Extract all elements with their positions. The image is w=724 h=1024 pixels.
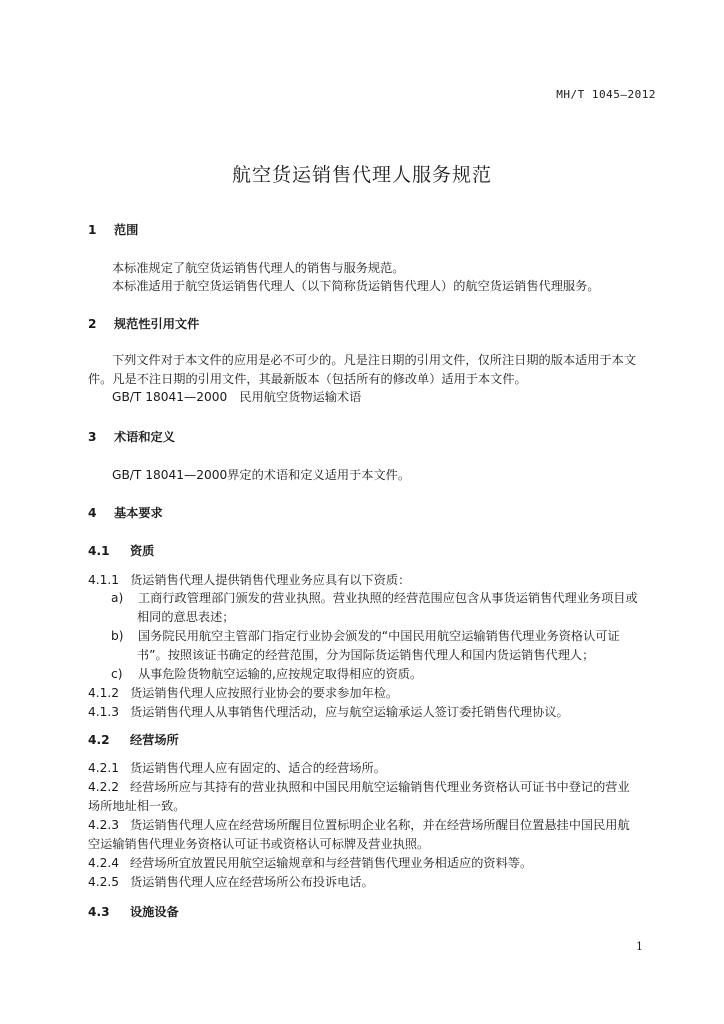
list-item-a-cont: 相同的意思表述； (137, 610, 235, 624)
paragraph: 本标准适用于航空货运销售代理人（以下简称货运销售代理人）的航空货运销售代理服务。 (112, 279, 600, 293)
clause-4-2-2-cont: 场所地址相一致。 (88, 799, 186, 813)
paragraph: 件。凡是不注日期的引用文件，其最新版本（包括所有的修改单）适用于本文件。 (88, 372, 527, 386)
clause-4-1-1: 4.1.1 货运销售代理人提供销售代理业务应具有以下资质： (88, 573, 411, 587)
normative-reference: GB/T 18041—2000 民用航空货物运输术语 (112, 390, 362, 404)
clause-4-1-3: 4.1.3 货运销售代理人从事销售代理活动，应与航空运输承运人签订委托销售代理协议。 (88, 705, 569, 719)
list-item-c: c) 从事危险货物航空运输的,应按规定取得相应的资质。 (111, 667, 423, 681)
paragraph: 本标准规定了航空货运销售代理人的销售与服务规范。 (112, 261, 405, 275)
clause-4-1-2: 4.1.2 货运销售代理人应按照行业协会的要求参加年检。 (88, 686, 399, 700)
clause-4-2-3: 4.2.3 货运销售代理人应在经营场所醒目位置标明企业名称，并在经营场所醒目位置悬挂中国民用航 (88, 818, 630, 832)
section-2-heading: 2 规范性引用文件 (88, 317, 200, 331)
clause-4-2-5: 4.2.5 货运销售代理人应在经营场所公布投诉电话。 (88, 875, 374, 889)
standard-code: MH/T 1045—2012 (556, 88, 656, 101)
list-item-b: b) 国务院民用航空主管部门指定行业协会颁发的“中国民用航空运输销售代理业务资格认可证 (111, 629, 620, 643)
section-4-1-heading: 4.1 资质 (88, 544, 155, 558)
clause-4-2-2: 4.2.2 经营场所应与其持有的营业执照和中国民用航空运输销售代理业务资格认可证书中登记的营业 (88, 780, 630, 794)
section-4-heading: 4 基本要求 (88, 506, 163, 520)
section-3-heading: 3 术语和定义 (88, 430, 175, 444)
section-4-3-heading: 4.3 设施设备 (88, 905, 179, 919)
section-1-heading: 1 范围 (88, 223, 139, 237)
clause-4-2-3-cont: 空运输销售代理业务资格认可证书或资格认可标牌及营业执照。 (88, 837, 430, 851)
document-title: 航空货运销售代理人服务规范 (231, 164, 492, 186)
clause-4-2-4: 4.2.4 经营场所宜放置民用航空运输规章和与经营销售代理业务相适应的资料等。 (88, 856, 533, 870)
list-item-a: a) 工商行政管理部门颁发的营业执照。营业执照的经营范围应包含从事货运销售代理业务项目或 (111, 591, 638, 605)
paragraph: GB/T 18041—2000界定的术语和定义适用于本文件。 (112, 468, 411, 482)
list-item-b-cont: 书”。按照该证书确定的经营范围，分为国际货运销售代理人和国内货运销售代理人； (137, 648, 595, 662)
clause-4-2-1: 4.2.1 货运销售代理人应有固定的、适合的经营场所。 (88, 761, 386, 775)
section-4-2-heading: 4.2 经营场所 (88, 733, 179, 747)
page-number: 1 (636, 940, 643, 953)
paragraph: 下列文件对于本文件的应用是必不可少的。凡是注日期的引用文件，仅所注日期的版本适用于本文 (112, 353, 637, 367)
